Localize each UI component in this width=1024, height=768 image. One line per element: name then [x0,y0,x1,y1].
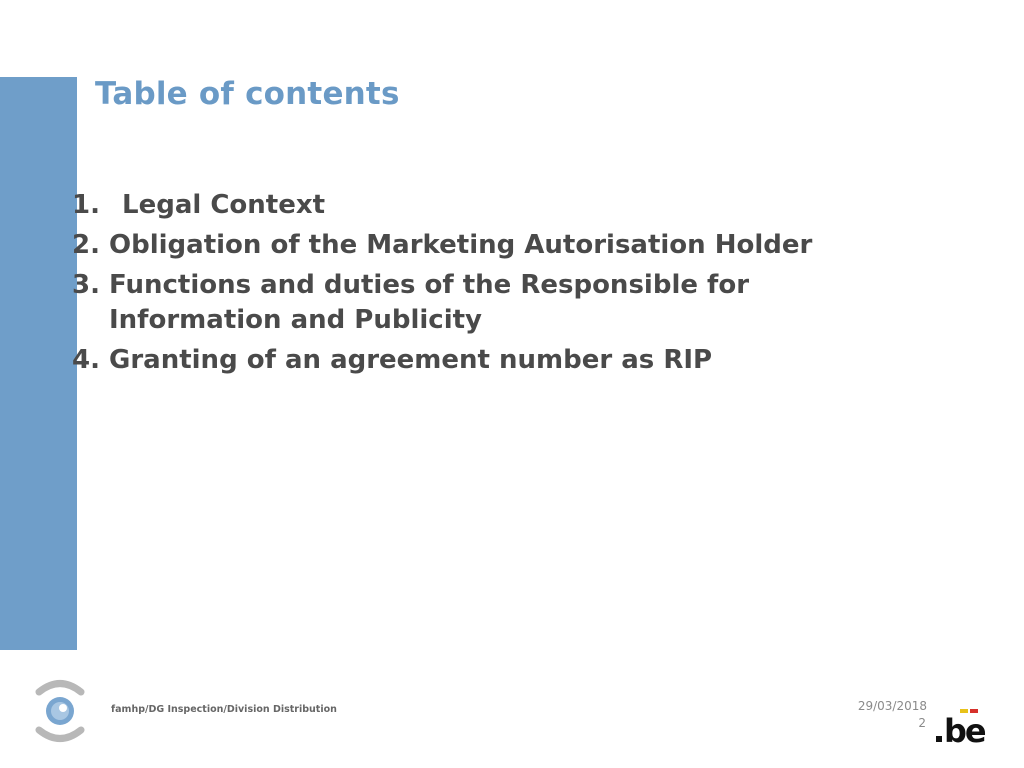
toc-item-text: Granting of an agreement number as RIP [109,345,713,375]
famhp-logo-icon [33,677,87,745]
toc-item-number: 4. [72,345,100,375]
side-accent-bar [0,77,77,650]
toc-item-1 [72,188,829,223]
toc-item-2 [72,228,829,263]
toc-item-4 [72,343,829,378]
toc-item-3 [72,268,829,338]
footer-organization: famhp/DG Inspection/Division Distribution [111,704,337,715]
toc-item-number: 1. [72,190,100,220]
table-of-contents-list [72,188,829,383]
toc-item-number: 3. [72,270,100,300]
page-number: 2 [918,716,926,730]
toc-item-text: Functions and duties of the Responsible for Information and Publicity [109,270,750,335]
toc-item-number: 2. [72,230,100,260]
slide-title: Table of contents [95,76,400,112]
footer-date: 29/03/2018 [857,699,927,713]
belgium-be-logo-icon [934,706,992,746]
svg-text:be: be [944,712,985,746]
toc-item-text: Obligation of the Marketing Autorisation Holder [109,230,813,260]
toc-item-text: Legal Context [122,190,326,220]
